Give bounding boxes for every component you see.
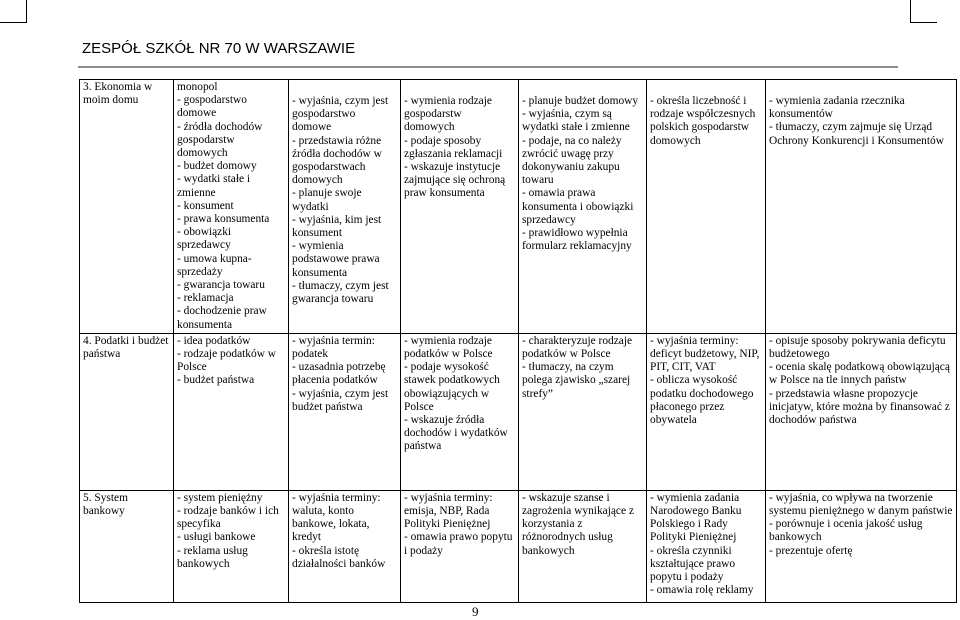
requirement-cell: - wymienia rodzaje gospodarstw domowych - podaje sposoby zgłaszania reklamacji - wskazuje instytucje zajmujące się ochroną praw konsumenta: [401, 80, 519, 334]
crop-mark-top-right: [910, 0, 937, 23]
page-header-title: ZESPÓŁ SZKÓŁ NR 70 W WARSZAWIE: [82, 40, 356, 57]
requirement-cell: - wymienia rodzaje podatków w Polsce - podaje wysokość stawek podatkowych obowiązujących w Polsce - wskazuje źródła dochodów i wydatków państwa: [401, 333, 519, 490]
requirement-cell: - wyjaśnia termin: podatek - uzasadnia potrzebę płacenia podatków - wyjaśnia, czym jest budżet państwa: [289, 333, 401, 490]
content-cell: - idea podatków - rodzaje podatków w Polsce - budżet państwa: [174, 333, 289, 490]
requirement-cell: - wymienia zadania rzecznika konsumentów - tłumaczy, czym zajmuje się Urząd Ochrony Konkurencji i Konsumentów: [766, 80, 957, 334]
subject-cell: 5. System bankowy: [80, 490, 174, 602]
requirement-cell: - charakteryzuje rodzaje podatków w Polsce - tłumaczy, na czym polega zjawisko „szarej strefy”: [519, 333, 647, 490]
requirement-cell: - wyjaśnia terminy: deficyt budżetowy, NIP, PIT, CIT, VAT - oblicza wysokość podatku dochodowego płaconego przez obywatela: [647, 333, 766, 490]
requirement-cell: - wymienia zadania Narodowego Banku Polskiego i Rady Polityki Pieniężnej - określa czynniki kształtujące prawo popytu i podaży - omawia rolę reklamy: [647, 490, 766, 602]
header-divider: [78, 66, 898, 68]
content-cell: - system pieniężny - rodzaje banków i ich specyfika - usługi bankowe - reklama usług bankowych: [174, 490, 289, 602]
content-cell: monopol - gospodarstwo domowe - źródła dochodów gospodarstw domowych - budżet domowy - wydatki stałe i zmienne - konsument - prawa konsumenta - obowiązki sprzedawcy - umowa kupna-sprzedaży - gwarancja towaru - reklamacja - dochodzenie praw konsumenta: [174, 80, 289, 334]
crop-mark-top-left: [0, 0, 27, 23]
requirement-cell: - planuje budżet domowy - wyjaśnia, czym są wydatki stałe i zmienne - podaje, na co należy zwrócić uwagę przy dokonywaniu zakupu towaru - omawia prawa konsumenta i obowiązki sprzedawcy - prawidłowo wypełnia formularz reklamacyjny: [519, 80, 647, 334]
requirement-cell: - wskazuje szanse i zagrożenia wynikające z korzystania z różnorodnych usług bankowych: [519, 490, 647, 602]
requirement-cell: - opisuje sposoby pokrywania deficytu budżetowego - ocenia skalę podatkową obowiązującą w Polsce na tle innych państw - przedstawia własne propozycje inicjatyw, które można by finansować z dochodów państwa: [766, 333, 957, 490]
curriculum-table: [79, 79, 957, 603]
table-row: [80, 333, 957, 490]
page-number: 9: [472, 604, 479, 619]
requirement-cell: - określa liczebność i rodzaje współczesnych polskich gospodarstw domowych: [647, 80, 766, 334]
table-row: [80, 490, 957, 602]
subject-cell: 3. Ekonomia w moim domu: [80, 80, 174, 334]
requirement-cell: - wyjaśnia terminy: waluta, konto bankowe, lokata, kredyt - określa istotę działalności banków: [289, 490, 401, 602]
requirement-cell: - wyjaśnia, co wpływa na tworzenie systemu pieniężnego w danym państwie - porównuje i ocenia jakość usług bankowych - prezentuje ofertę: [766, 490, 957, 602]
subject-cell: 4. Podatki i budżet państwa: [80, 333, 174, 490]
table-row: [80, 80, 957, 334]
requirement-cell: - wyjaśnia, czym jest gospodarstwo domowe - przedstawia różne źródła dochodów w gospodarstwach domowych - planuje swoje wydatki - wyjaśnia, kim jest konsument - wymienia podstawowe prawa konsumenta - tłumaczy, czym jest gwarancja towaru: [289, 80, 401, 334]
requirement-cell: - wyjaśnia terminy: emisja, NBP, Rada Polityki Pieniężnej - omawia prawo popytu i podaży: [401, 490, 519, 602]
